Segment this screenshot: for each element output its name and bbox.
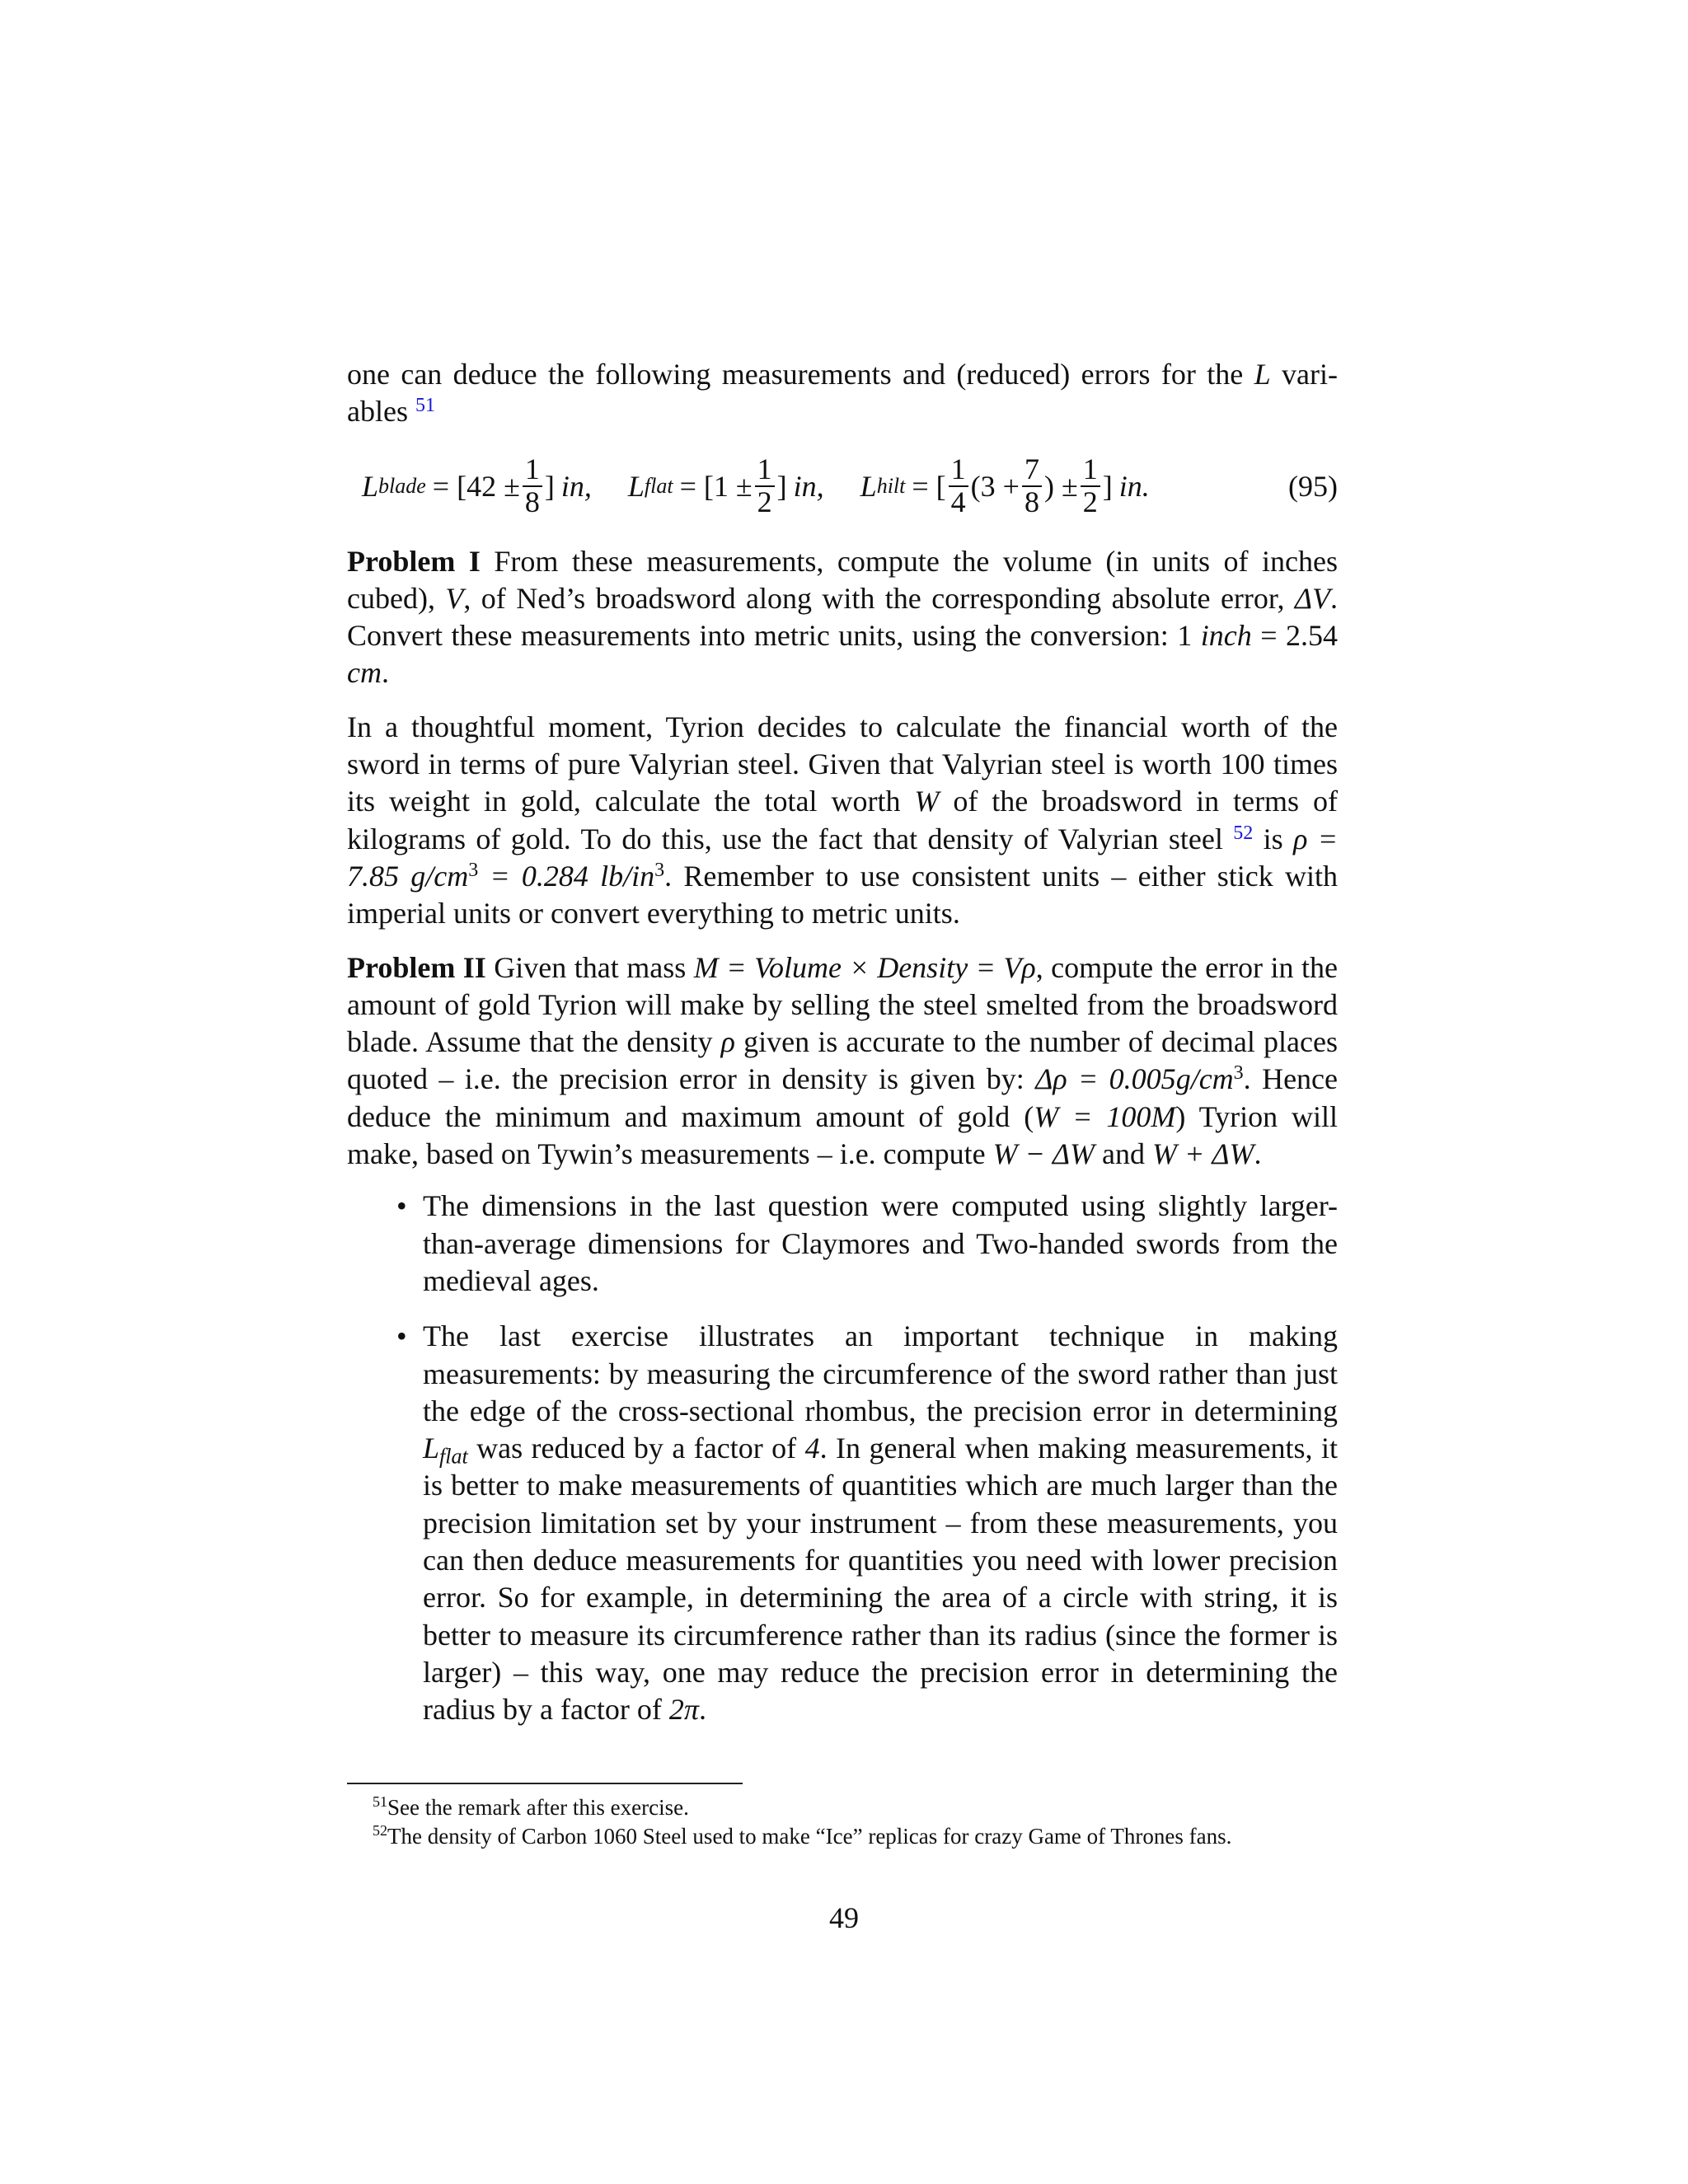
eq-l-blade-var: L [362, 469, 379, 503]
eq-hilt-mid-2: ) ± [1043, 469, 1078, 503]
footnote-ref-52[interactable]: 52 [1233, 822, 1254, 844]
eq-hilt-fraction-2 [1022, 454, 1042, 518]
eq-flat-unit: in, [793, 469, 824, 503]
remark-2-text-2: was reduced by a factor of [467, 1432, 805, 1465]
eq-l-hilt-var: L [860, 469, 877, 503]
problem-1-label: Problem I [347, 544, 481, 578]
eq-hilt-open: = [ [912, 469, 946, 503]
list-item [347, 1318, 1338, 1728]
remark-2-text-3: . In general when making measurements, it is better to make measurements of quantities which are much larger than the precision limitation set by your instrument – from these measurements, you can then deduce measurements for quantities you need with lower precision error. So for example, in determining the area of a circle with string, it is better to measure its circumference rather than its radius (since the former is larger) – this way, one may reduce the precision error in determining the radius by a factor of [423, 1432, 1339, 1727]
eq-flat-den: 2 [757, 485, 772, 518]
problem-1-end: . [381, 656, 389, 690]
problem-2-end: . [1254, 1137, 1262, 1171]
worth-text-2: of the broadsword in terms of kilograms of gold. To do this, use the fact that density of Valyrian steel [347, 785, 1338, 855]
eq-blade-num: 1 [523, 454, 542, 487]
mass-formula: M = Volume × Density = Vρ [693, 950, 1036, 984]
remark-1-text: The dimensions in the last question were computed using slightly larger-than-average dimensions for Claymores and Two-handed swords from the medieval ages. [423, 1189, 1338, 1297]
eq-flat-fraction [755, 454, 775, 518]
footnote-51-text: See the remark after this exercise. [387, 1795, 689, 1820]
eq-hilt-den-1: 4 [950, 485, 966, 518]
eq-flat-num: 1 [755, 454, 775, 487]
eq-blade-open: = [42 ± [432, 469, 520, 503]
eq-hilt-fraction-1 [949, 454, 968, 518]
conversion-inch: inch [1200, 619, 1252, 653]
density-exp-imperial: 3 [654, 859, 665, 881]
bullet-icon: • [396, 1189, 407, 1223]
equation-95 [347, 438, 1338, 535]
density-unit-metric: g/cm [410, 859, 469, 893]
remark-2-text: The last exercise illustrates an important technique in making measurements: by measuring the circumference of the sword rather than just the edge of the cross-sectional rhombus, the precision error in determining [423, 1319, 1338, 1427]
bullet-icon: • [396, 1319, 407, 1353]
footnote-52-text: The density of Carbon 1060 Steel used to make “Ice” replicas for crazy Game of Thrones fans. [387, 1824, 1232, 1849]
problem-1-paragraph [347, 543, 1338, 692]
footnote-51 [373, 1793, 689, 1821]
eq-hilt-den-2: 8 [1024, 485, 1039, 518]
problem-1-text-2: , of Ned’s broadsword along with the corresponding absolute error, [463, 581, 1295, 615]
density-error-unit: g/cm [1175, 1062, 1234, 1096]
density-value-imperial: = 0.284 [478, 859, 601, 893]
eq-hilt-close: ] [1102, 469, 1113, 503]
remark-2-two-pi: 2π [668, 1693, 699, 1727]
eq-blade-close: ] [544, 469, 555, 503]
worth-text-4: . Remember to use consistent units – either stick with imperial units or convert everything to metric units. [347, 859, 1338, 930]
density-error-exp: 3 [1233, 1062, 1244, 1085]
volume-error-variable: ΔV [1294, 581, 1330, 615]
worth-variable: W [914, 785, 940, 818]
eq-blade-fraction [523, 454, 542, 518]
worth-paragraph [347, 709, 1338, 933]
eq-hilt-num-3: 1 [1081, 454, 1100, 487]
intro-variable-L: L [1254, 358, 1271, 391]
worth-formula: W = 100M [1034, 1099, 1176, 1133]
remark-2-factor: 4 [804, 1432, 820, 1465]
conversion-value: = 2.54 [1251, 619, 1339, 653]
problem-2-text-5: ) Tyrion will make, based on Tywin’s measurements – i.e. compute [347, 1099, 1338, 1171]
volume-variable: V [445, 581, 464, 615]
eq-flat-open: = [1 ± [679, 469, 753, 503]
remark-2-variable-sub: flat [439, 1444, 468, 1469]
problem-2-paragraph [347, 949, 1338, 1174]
footnote-51-number: 51 [373, 1793, 387, 1811]
problem-1-text: From these measurements, compute the volume (in units of inches cubed), [347, 544, 1338, 615]
density-exp-metric: 3 [468, 859, 479, 881]
problem-2-label: Problem II [347, 950, 486, 984]
conversion-cm: cm [347, 656, 382, 690]
intro-paragraph [347, 356, 1338, 431]
footnote-52 [373, 1822, 1231, 1850]
main-text-column [347, 356, 1338, 1747]
eq-blade-unit: in, [560, 469, 592, 503]
footnote-rule [347, 1783, 743, 1784]
density-error-value: Δρ = 0.005 [1035, 1062, 1176, 1096]
equation-body: L blade = [42 ± $\frac{1}{8}$ ] in, L flat = [1 ± $\frac{1}{2}$ ] in, L hilt = [ $\frac{1}{4}$ (3 + $\frac{7}{8}$ ) ± $\frac{1}{2}$ ] in. [362, 452, 1150, 518]
eq-blade-den: 8 [524, 485, 540, 518]
conversion-one: 1 [1177, 619, 1201, 653]
problem-1-text-3: . Convert these measurements into metric units, using the conversion: [347, 581, 1338, 653]
rho-variable: ρ [720, 1025, 735, 1059]
problem-2-text-4: . Hence deduce the minimum and maximum amount of gold ( [347, 1062, 1339, 1133]
eq-l-flat-var: L [627, 469, 645, 503]
eq-hilt-den-3: 2 [1082, 485, 1098, 518]
list-item [347, 1188, 1338, 1300]
problem-2-text: Given that mass [485, 950, 694, 984]
worth-maximum: W + ΔW [1152, 1137, 1254, 1171]
eq-hilt-num-2: 7 [1022, 454, 1042, 487]
worth-text: In a thoughtful moment, Tyrion decides to calculate the financial worth of the sword in terms of pure Valyrian steel. Given that Valyrian steel is worth 100 times its weight in gold, calculate the total worth [347, 710, 1338, 818]
eq-hilt-mid: (3 + [970, 469, 1020, 503]
remark-2-variable-L: L [423, 1432, 440, 1465]
problem-2-and: and [1095, 1137, 1153, 1171]
equation-number: (95) [1288, 469, 1338, 503]
remark-2-end: . [698, 1693, 706, 1727]
density-unit-imperial: lb/in [600, 859, 655, 893]
worth-text-3: is [1253, 822, 1294, 855]
footnote-ref-51[interactable]: 51 [415, 395, 435, 417]
problem-2-text-3: given is accurate to the number of decimal places quoted – i.e. the precision error in density is given by: [347, 1025, 1338, 1096]
eq-hilt-fraction-3 [1081, 454, 1100, 518]
footnote-52-number: 52 [373, 1822, 387, 1840]
eq-hilt-unit: in. [1118, 469, 1150, 503]
problem-2-text-2: , compute the error in the amount of gold Tyrion will make by selling the steel smelted from the broadsword blade. Assume that the density [347, 950, 1338, 1059]
eq-hilt-num-1: 1 [949, 454, 968, 487]
eq-flat-close: ] [776, 469, 787, 503]
density-value: ρ = 7.85 [347, 822, 1339, 893]
worth-minimum: W − ΔW [992, 1137, 1095, 1171]
intro-text-2: vari-ables [347, 358, 1338, 429]
remarks-list [347, 1188, 1338, 1728]
intro-text: one can deduce the following measurements and (reduced) errors for the [347, 358, 1254, 391]
page-number: 49 [829, 1901, 859, 1934]
